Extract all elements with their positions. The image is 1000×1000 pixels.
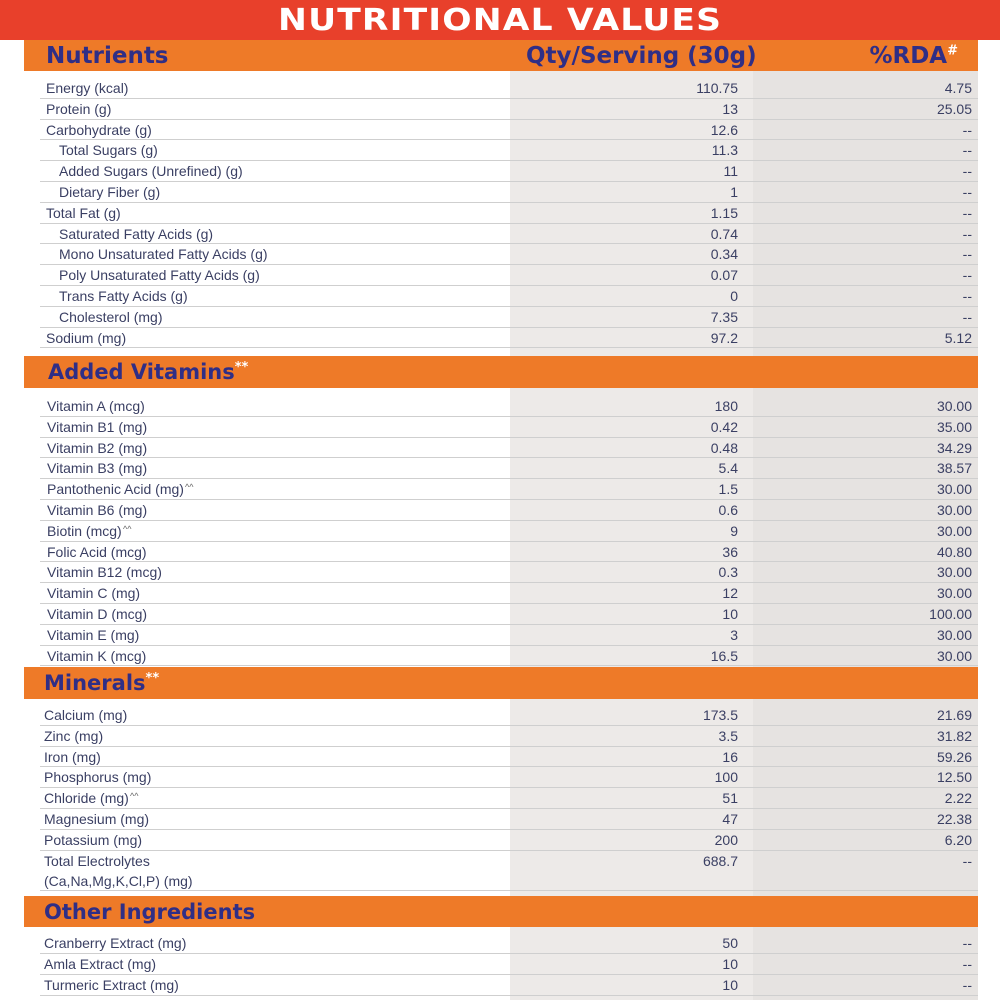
- row-qty: 9: [730, 522, 738, 539]
- row-rda: 5.12: [944, 329, 972, 346]
- row-label: Vitamin B6 (mg): [47, 502, 148, 518]
- row-rda: 30.00: [936, 647, 972, 664]
- row-rda: 30.00: [936, 398, 972, 414]
- page-title: NUTRITIONAL VALUES: [277, 2, 723, 38]
- row-qty: 1.5: [718, 481, 738, 498]
- row-label: Carbohydrate (g): [46, 121, 152, 138]
- row-rda: 30.00: [936, 626, 972, 643]
- row-qty: 0.42: [710, 418, 738, 435]
- row-qty: 0.48: [710, 439, 738, 456]
- footnote-mark: ^^: [130, 791, 139, 802]
- table-row: [40, 646, 978, 667]
- row-label: Protein (g): [46, 100, 112, 117]
- row-qty: 0.34: [710, 246, 738, 263]
- table-row: [40, 975, 978, 996]
- row-rda: --: [962, 163, 972, 180]
- minerals-header: [24, 667, 978, 699]
- row-label: Potassium (mg): [44, 831, 143, 848]
- row-rda: 4.75: [944, 80, 972, 96]
- table-row: [40, 99, 978, 120]
- row-label: Sodium (mg): [46, 329, 127, 346]
- row-qty: 0: [730, 288, 738, 304]
- row-label: Iron (mg): [44, 748, 101, 765]
- row-rda: 30.00: [936, 481, 972, 498]
- row-label: Vitamin A (mcg): [47, 398, 145, 414]
- table-row: [40, 328, 978, 349]
- row-rda: 12.50: [936, 769, 972, 786]
- table-row: [40, 933, 978, 954]
- row-label: Vitamin E (mg): [47, 626, 140, 643]
- table-row: [40, 458, 978, 479]
- row-rda: --: [962, 956, 972, 972]
- table-row: [40, 625, 978, 646]
- row-label: Magnesium (mg): [44, 811, 150, 827]
- other-header-label: Other Ingredients: [44, 899, 256, 924]
- row-qty: 0.3: [718, 564, 738, 581]
- minerals-header-label: Minerals**: [44, 671, 160, 695]
- row-rda: --: [962, 225, 972, 242]
- other-ingredients-header: [24, 896, 978, 927]
- table-row: [40, 954, 978, 975]
- table-row: [40, 583, 978, 604]
- row-qty: 100: [714, 769, 738, 786]
- row-rda: --: [962, 121, 972, 138]
- table-row: [40, 182, 978, 203]
- table-row: [40, 705, 978, 726]
- table-row: [40, 307, 978, 328]
- table-row-electrolytes: [40, 851, 978, 891]
- row-rda: 21.69: [936, 707, 972, 723]
- footnote-mark: ^^: [185, 482, 194, 493]
- row-label: Added Sugars (Unrefined) (g): [59, 163, 243, 180]
- row-label: Vitamin K (mcg): [47, 647, 147, 664]
- row-qty: 173.5: [702, 707, 738, 723]
- row-label: Vitamin C (mg): [47, 585, 141, 602]
- row-qty: 0.74: [710, 225, 738, 242]
- row-label: Vitamin D (mcg): [47, 606, 148, 622]
- table-header: [24, 40, 978, 71]
- table-row: [40, 479, 978, 500]
- table-row: [40, 747, 978, 768]
- table-row: [40, 788, 978, 809]
- row-rda: 35.00: [936, 418, 972, 435]
- row-rda: --: [962, 142, 972, 159]
- table-row: [40, 809, 978, 830]
- row-qty: 13: [722, 100, 738, 117]
- row-qty: 10: [722, 606, 738, 622]
- table-row: [40, 265, 978, 286]
- row-label: Vitamin B1 (mg): [47, 418, 148, 435]
- row-rda: 22.38: [936, 811, 972, 827]
- row-label: Folic Acid (mcg): [47, 543, 147, 560]
- row-label: Calcium (mg): [44, 707, 128, 723]
- qty-column-header: Qty/Serving (30g): [526, 42, 757, 69]
- row-qty: 3: [730, 626, 738, 643]
- row-qty: 50: [722, 935, 738, 951]
- row-qty: 11.3: [711, 142, 738, 159]
- row-qty: 200: [714, 831, 738, 848]
- table-row: [40, 542, 978, 563]
- row-qty: 97.2: [710, 329, 738, 346]
- row-label: Poly Unsaturated Fatty Acids (g): [59, 267, 260, 284]
- row-label: Pantothenic Acid (mg): [47, 481, 184, 498]
- row-qty: 10: [722, 977, 738, 993]
- row-rda: 30.00: [936, 585, 972, 602]
- row-qty: 36: [722, 543, 738, 560]
- row-rda: 59.26: [936, 748, 972, 765]
- row-qty: 110.75: [696, 80, 738, 96]
- row-label: Vitamin B2 (mg): [47, 439, 148, 456]
- row-qty: 16.5: [710, 647, 738, 664]
- row-rda: 40.80: [936, 543, 972, 560]
- row-rda: 2.22: [944, 790, 972, 807]
- row-label: Total Electrolytes: [44, 853, 150, 869]
- table-row: [40, 562, 978, 583]
- row-label: Mono Unsaturated Fatty Acids (g): [59, 246, 268, 263]
- row-qty: 51: [722, 790, 738, 807]
- row-rda: --: [962, 308, 972, 325]
- table-row: [40, 438, 978, 459]
- table-row: [40, 286, 978, 307]
- row-label: Vitamin B12 (mcg): [47, 564, 162, 581]
- table-row: [40, 161, 978, 182]
- row-qty: 180: [714, 398, 738, 414]
- row-rda: 100.00: [929, 606, 972, 622]
- vitamins-header: [24, 356, 978, 388]
- table-row: [40, 78, 978, 99]
- row-label: Energy (kcal): [46, 80, 129, 96]
- table-row: [40, 500, 978, 521]
- row-rda: --: [962, 853, 972, 869]
- row-label: Amla Extract (mg): [44, 956, 157, 972]
- row-label: Zinc (mg): [44, 727, 104, 744]
- table-row: [40, 120, 978, 141]
- vitamins-header-label: Added Vitamins**: [48, 360, 249, 384]
- footnote-mark: ^^: [123, 523, 132, 534]
- row-rda: 34.29: [936, 439, 972, 456]
- row-label: Total Fat (g): [46, 204, 121, 221]
- row-label: Phosphorus (mg): [44, 769, 152, 786]
- rda-column-header: %RDA#: [869, 42, 958, 69]
- table-row: [40, 224, 978, 245]
- row-rda: 30.00: [936, 522, 972, 539]
- table-row: [40, 604, 978, 625]
- table-row: [40, 726, 978, 747]
- row-label-continued: (Ca,Na,Mg,K,Cl,P) (mg): [44, 873, 193, 889]
- nutrients-column-header: Nutrients: [46, 42, 169, 69]
- title-banner: [0, 0, 1000, 40]
- row-qty: 11: [723, 163, 738, 180]
- row-rda: --: [962, 204, 972, 221]
- row-label: Vitamin B3 (mg): [47, 460, 148, 477]
- row-label: Total Sugars (g): [59, 142, 158, 159]
- row-qty: 10: [722, 956, 738, 972]
- row-rda: 25.05: [936, 100, 972, 117]
- row-qty: 3.5: [718, 727, 738, 744]
- row-label: Saturated Fatty Acids (g): [59, 225, 214, 242]
- row-label: Cranberry Extract (mg): [44, 935, 187, 951]
- row-label: Trans Fatty Acids (g): [59, 288, 188, 304]
- table-row: [40, 417, 978, 438]
- row-rda: 30.00: [936, 564, 972, 581]
- row-label: Biotin (mcg): [47, 522, 122, 539]
- row-qty: 12: [722, 585, 738, 602]
- row-rda: --: [962, 977, 972, 993]
- row-qty: 688.7: [702, 853, 738, 869]
- table-row: [40, 140, 978, 161]
- table-row: [40, 244, 978, 265]
- table-row: [40, 203, 978, 224]
- table-row: [40, 830, 978, 851]
- row-label: Cholesterol (mg): [59, 308, 163, 325]
- row-label: Dietary Fiber (g): [59, 184, 161, 200]
- row-rda: --: [962, 267, 972, 284]
- row-qty: 16: [722, 748, 738, 765]
- row-rda: 31.82: [936, 727, 972, 744]
- row-qty: 5.4: [718, 460, 738, 477]
- row-rda: --: [962, 246, 972, 263]
- row-qty: 0.6: [718, 502, 738, 518]
- row-rda: --: [962, 184, 972, 200]
- row-rda: 6.20: [944, 831, 972, 848]
- table-row: [40, 767, 978, 788]
- row-rda: --: [962, 935, 972, 951]
- row-rda: 38.57: [936, 460, 972, 477]
- row-label: Turmeric Extract (mg): [44, 977, 179, 993]
- row-qty: 0.07: [710, 267, 738, 284]
- row-label: Chloride (mg): [44, 790, 129, 807]
- row-qty: 1: [730, 184, 738, 200]
- row-rda: 30.00: [936, 502, 972, 518]
- row-qty: 7.35: [710, 308, 738, 325]
- table-row: [40, 396, 978, 417]
- row-qty: 1.15: [710, 204, 738, 221]
- row-qty: 47: [722, 811, 738, 827]
- row-rda: --: [962, 288, 972, 304]
- row-qty: 12.6: [710, 121, 738, 138]
- table-row: [40, 521, 978, 542]
